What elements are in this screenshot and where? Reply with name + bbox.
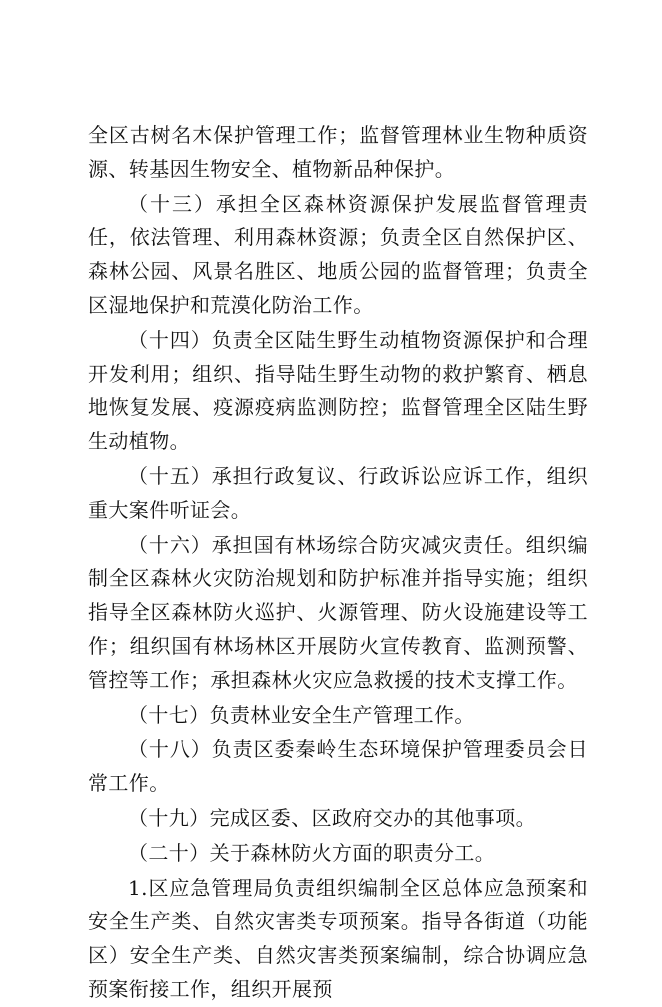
paragraph-14: （十四）负责全区陆生野生动植物资源保护和合理开发利用；组织、指导陆生野生动物的救护繁育、栖息地恢复发展、疫源疫病监测防控；监督管理全区陆生野生动植物。 bbox=[88, 327, 588, 454]
paragraph-19: （十九）完成区委、区政府交办的其他事项。 bbox=[128, 805, 536, 830]
paragraph-18: （十八）负责区委秦岭生态环境保护管理委员会日常工作。 bbox=[88, 737, 588, 796]
paragraph-13: （十三）承担全区森林资源保护发展监督管理责任，依法管理、利用森林资源；负责全区自然保护区、森林公园、风景名胜区、地质公园的监督管理；负责全区湿地保护和荒漠化防治工作。 bbox=[88, 191, 588, 317]
paragraph-continuation: 全区古树名木保护管理工作；监督管理林业生物种质资源、转基因生物安全、植物新品种保护。 bbox=[88, 123, 588, 181]
paragraph-15: （十五）承担行政复议、行政诉讼应诉工作，组织重大案件听证会。 bbox=[88, 463, 588, 522]
paragraph-17: （十七）负责林业安全生产管理工作。 bbox=[128, 702, 475, 727]
document-body bbox=[88, 119, 588, 1007]
paragraph-20-item-1: 1.区应急管理局负责组织编制全区总体应急预案和安全生产类、自然灾害类专项预案。指导各街道（功能区）安全生产类、自然灾害类预案编制，综合协调应急预案衔接工作，组织开展预 bbox=[88, 875, 588, 1001]
paragraph-20: （二十）关于森林防火方面的职责分工。 bbox=[128, 840, 496, 865]
paragraph-16: （十六）承担国有林场综合防灾减灾责任。组织编制全区森林火灾防治规划和防护标准并指导实施；组织指导全区森林防火巡护、火源管理、防火设施建设等工作；组织国有林场林区开展防火宣传教育、监测预警、管控等工作；承担森林火灾应急救援的技术支撑工作。 bbox=[88, 532, 588, 692]
